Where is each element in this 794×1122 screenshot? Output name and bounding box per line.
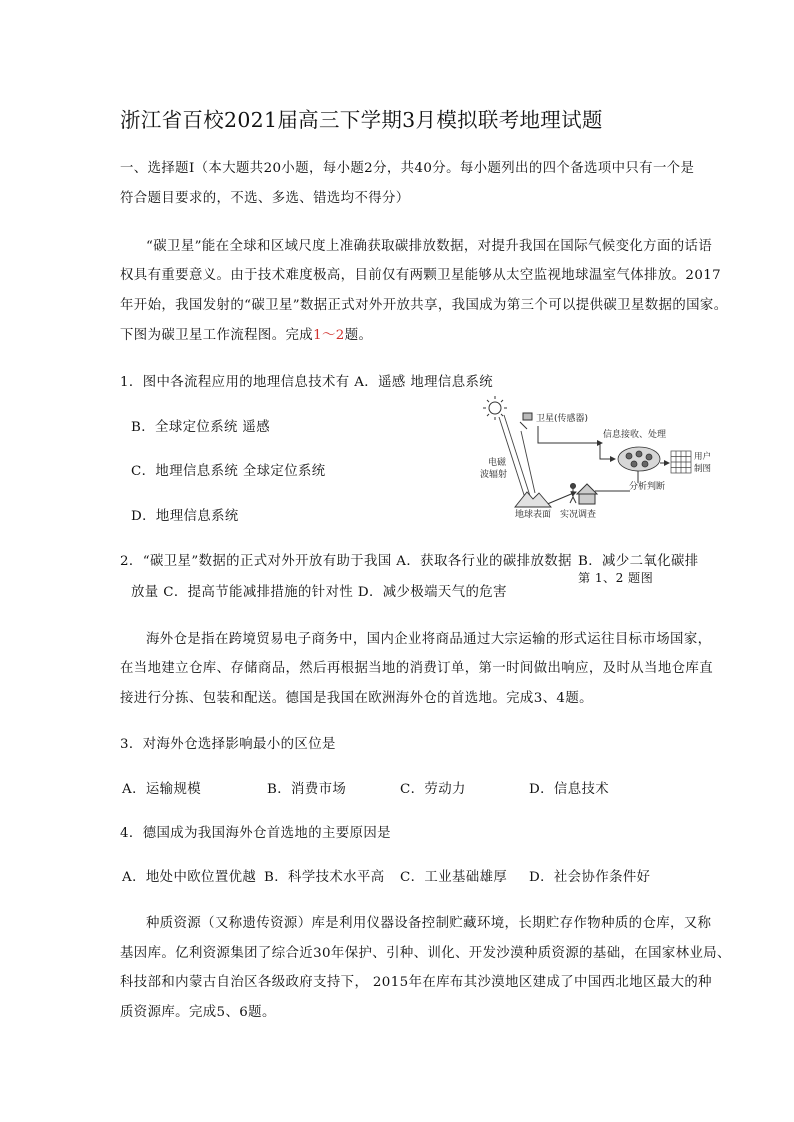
user-map-grid-icon [671, 451, 691, 473]
label-mapping: 制图 [694, 464, 712, 474]
q4-stem: 4．德国成为我国海外仓首选地的主要原因是 [120, 826, 391, 841]
passage1-line2: 权具有重要意义。由于技术难度极高，目前仅有两颗卫星能够从太空监视地球温室气体排放。2017 [120, 268, 722, 283]
label-analysis: 分析判断 [629, 482, 666, 492]
page-title: 浙江省百校2021届高三下学期3月模拟联考地理试题 [120, 108, 603, 132]
q3-option-c: C．劳动力 [400, 782, 466, 797]
arrow-to-processing [600, 443, 615, 459]
passage1-line4-text: 下图为碳卫星工作流程图。完成 [120, 328, 314, 343]
section-heading-line2: 符合题目要求的，不选、多选、错选均不得分） [120, 191, 410, 206]
label-em-line1: 电磁 [488, 458, 507, 468]
figure-caption: 第 1、2 题图 [578, 571, 654, 585]
passage3-line1: 种质资源（又称遗传资源）库是利用仪器设备控制贮藏环境，长期贮存作物种质的仓库，又称 [146, 916, 712, 931]
q3-option-d: D．信息技术 [529, 782, 610, 797]
q2-option-b-start: B．减少二氧化碳排 [578, 554, 699, 569]
q2-line1: 2．“碳卫星”数据的正式对外开放有助于我国 A．获取各行业的碳排放数据 [120, 554, 572, 569]
passage2-line2: 在当地建立仓库、存储商品，然后再根据当地的消费订单，第一时间做出响应，及时从当地仓库直 [120, 661, 713, 676]
arrow-to-receive [538, 426, 602, 443]
label-survey: 实况调查 [560, 510, 597, 520]
satellite-icon [520, 413, 532, 429]
label-satellite: 卫星(传感器) [536, 414, 589, 424]
q4-option-a: A．地处中欧位置优越 [122, 870, 257, 885]
passage3-line3: 科技部和内蒙古自治区各级政府支持下， 2015年在库布其沙漠地区建成了中国西北地区最大的种 [120, 975, 712, 990]
q4-option-c: C．工业基础雄厚 [400, 870, 508, 885]
q3-option-b: B．消费市场 [267, 782, 347, 797]
passage1-line4 [120, 324, 372, 343]
label-receive: 信息接收、处理 [603, 430, 667, 440]
processing-icon [618, 447, 660, 471]
q1-stem: 1．图中各流程应用的地理信息技术有 A．遥感 地理信息系统 [120, 375, 494, 390]
satellite-workflow-figure [475, 393, 725, 525]
passage2-line1: 海外仓是指在跨境贸易电子商务中，国内企业将商品通过大宗运输的形式运往目标市场国家， [146, 632, 712, 647]
passage3-line2: 基因库。亿利资源集团了综合近30年保护、引种、训化、开发沙漠种质资源的基础，在国家林业局、 [120, 946, 731, 961]
label-em-line2: 波辐射 [480, 470, 508, 480]
label-surface: 地球表面 [515, 510, 552, 520]
label-user: 用户 [694, 452, 712, 462]
q1-option-c: C．地理信息系统 全球定位系统 [131, 464, 326, 479]
sun-icon [483, 396, 507, 420]
q1-option-d: D．地理信息系统 [131, 509, 239, 524]
q2-line2: 放量 C．提高节能减排措施的针对性 D．减少极端天气的危害 [131, 585, 507, 600]
passage1-line3: 年开始，我国发射的“碳卫星”数据正式对外开放共享，我国成为第三个可以提供碳卫星数据的国家。 [120, 298, 728, 313]
passage1-line4-end: 题。 [344, 328, 373, 343]
q1-option-b: B．全球定位系统 遥感 [131, 420, 271, 435]
passage1-line1: “碳卫星”能在全球和区域尺度上准确获取碳排放数据，对提升我国在国际气候变化方面的话语 [146, 239, 713, 254]
house-icon [577, 484, 597, 504]
question-reference-link[interactable]: 1～2 [313, 328, 345, 343]
passage3-line4: 质资源库。完成5、6题。 [120, 1005, 276, 1020]
arrow-to-survey [545, 492, 576, 505]
q4-option-d: D．社会协作条件好 [529, 870, 651, 885]
q4-option-b: B．科学技术水平高 [264, 870, 385, 885]
person-icon [570, 484, 576, 504]
passage2-line3: 接进行分拣、包装和配送。德国是我国在欧洲海外仓的首选地。完成3、4题。 [120, 691, 593, 706]
mountain-icon [515, 492, 551, 507]
section-heading-line1: 一、选择题Ⅰ（本大题共20小题，每小题2分，共40分。每小题列出的四个备选项中只有一个是 [120, 161, 695, 176]
q3-option-a: A．运输规模 [122, 782, 202, 797]
q3-stem: 3．对海外仓选择影响最小的区位是 [120, 737, 336, 752]
